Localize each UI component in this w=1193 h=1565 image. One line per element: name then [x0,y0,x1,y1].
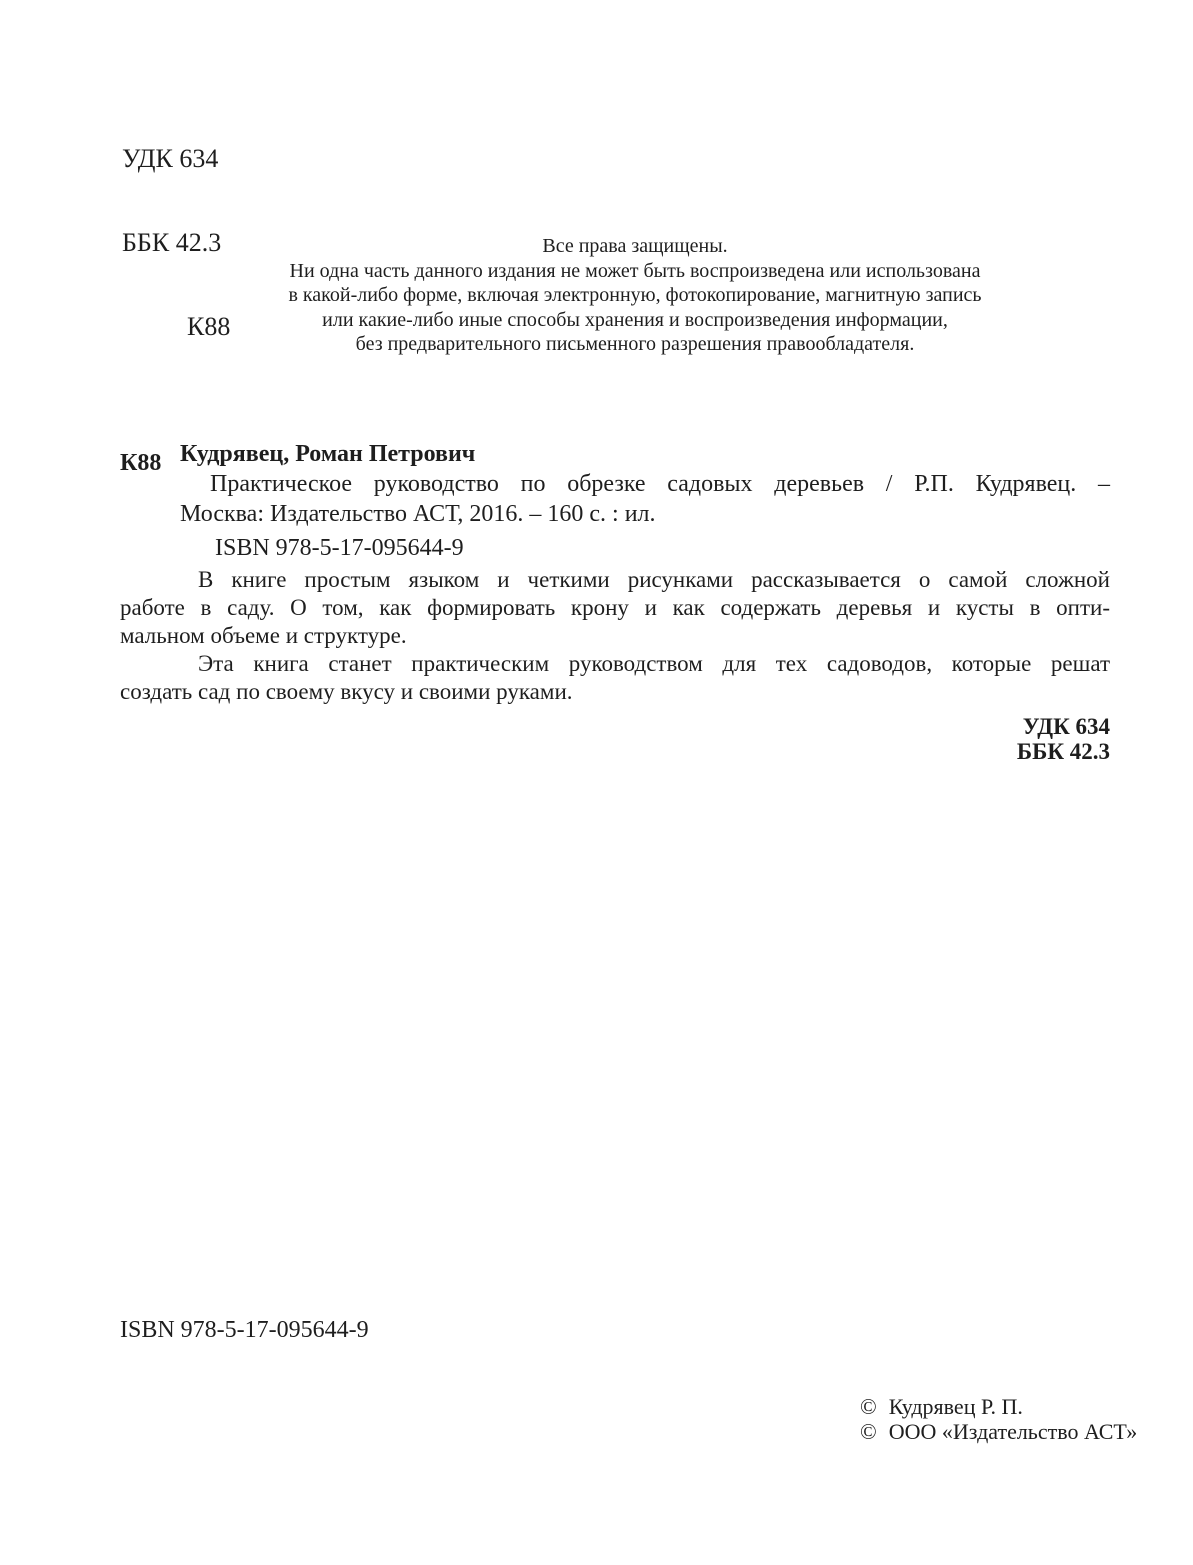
rights-notice [120,234,1150,357]
annotation-line: мальном объеме и структуре. [120,623,407,648]
annotation-line: Эта книга станет практическим руководством для тех садоводов, которые решат [198,651,1110,676]
bbk-code: ББК 42.3 [122,228,222,257]
copyright-line [860,1394,1137,1419]
classification-codes-right [1017,714,1110,764]
copyright-symbol: © [860,1419,877,1444]
entry-isbn: ISBN 978-5-17-095644-9 [215,535,464,561]
rights-line: Все права защищены. [542,235,728,257]
entry-title-line: Практическое руководство по обрезке садовых деревьев / Р.П. Кудрявец. – [210,471,1110,497]
author-sign-top: К88 [187,312,231,341]
copyright-symbol: © [860,1394,877,1419]
udk-code: УДК 634 [122,144,219,173]
rights-line: Ни одна часть данного издания не может быть воспроизведена или использована [289,259,981,282]
annotation-line: создать сад по своему вкусу и своими руками. [120,679,573,704]
catalog-entry [180,439,1110,563]
entry-author: Кудрявец, Роман Петрович [180,441,476,467]
udk-code-right: УДК 634 [1022,714,1110,739]
entry-title-line: Москва: Издательство АСТ, 2016. – 160 с. : ил. [180,501,656,527]
annotation-line: работе в саду. О том, как формировать крону и как содержать деревья и кусты в опти- [120,595,1110,620]
author-sign-entry: К88 [120,450,162,476]
annotation-line: В книге простым языком и четкими рисунками рассказывается о самой сложной [198,567,1110,592]
annotation-paragraph [120,566,1110,650]
bbk-code-right: ББК 42.3 [1016,739,1110,764]
rights-line: без предварительного письменного разрешения правообладателя. [355,333,915,355]
rights-line: или какие-либо иные способы хранения и воспроизведения информации, [322,308,948,331]
annotation [120,566,1110,706]
isbn-bottom: ISBN 978-5-17-095644-9 [120,1317,369,1343]
copyright-block [860,1394,1137,1444]
rights-line: в какой-либо форме, включая электронную, фотокопирование, магнитную запись [288,284,982,306]
annotation-paragraph [120,650,1110,706]
copyright-line [860,1419,1137,1444]
copyright-holder: Кудрявец Р. П. [888,1394,1023,1419]
copyright-holder: ООО «Издательство АСТ» [888,1419,1138,1444]
